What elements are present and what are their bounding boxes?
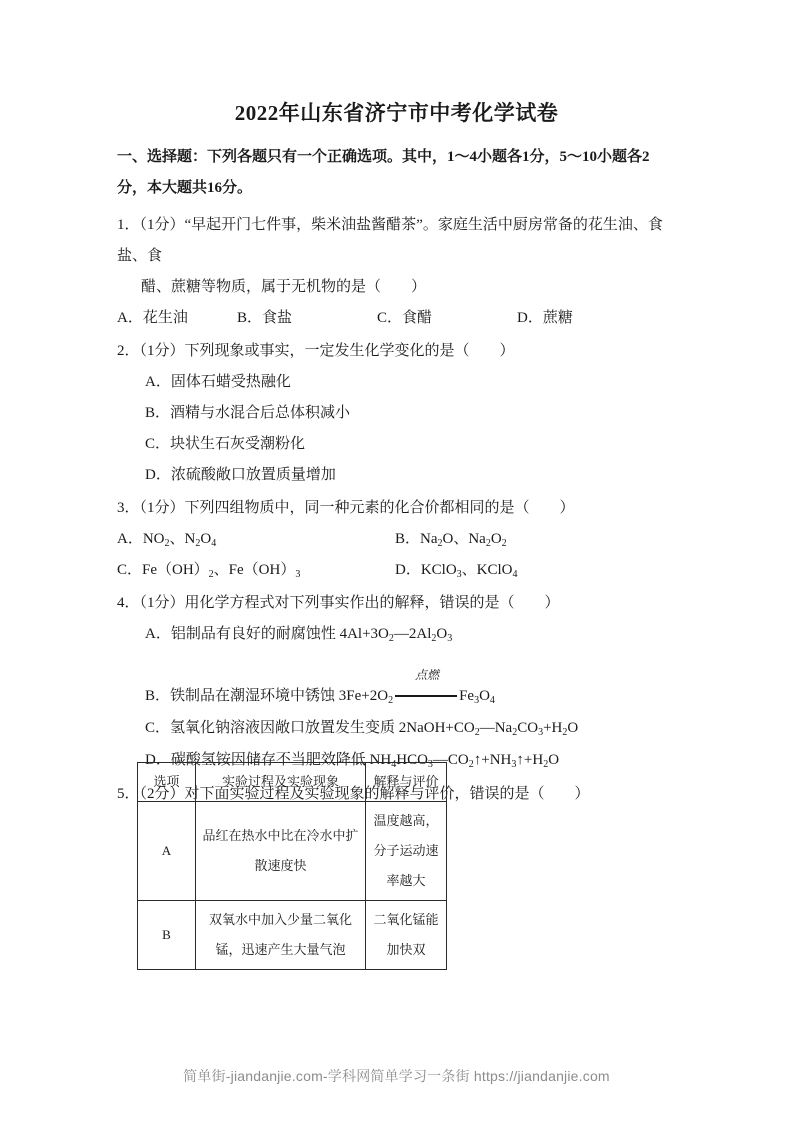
reaction-arrow-bar	[395, 695, 457, 697]
footer-watermark: 简单街-jiandanjie.com-学科网简单学习一条街 https://jiandanjie.com	[183, 1068, 610, 1084]
question-4-option-d[interactable]: D．碳酸氢铵因储存不当肥效降低 $NH_4HCO_3—CO_2↑+NH_3↑+H_2O$	[145, 752, 560, 770]
table-header-row	[138, 763, 447, 802]
question-2-stem: 2．（1分）下列现象或事实，一定发生化学变化的是（ ）	[117, 343, 515, 359]
question-2-option-c[interactable]: C．块状生石灰受潮粉化	[145, 436, 306, 452]
table-row	[138, 901, 447, 970]
question-4-option-c[interactable]: C．氢氧化钠溶液因敞口放置发生变质 $2NaOH+CO_2—Na_2CO_3+H_2O$	[145, 720, 579, 738]
question-1-option-d[interactable]: D．蔗糖	[517, 310, 573, 326]
question-3	[117, 493, 677, 586]
reaction-arrow-icon	[395, 668, 457, 697]
question-4-option-a[interactable]: A．铝制品有良好的耐腐蚀性 $4Al+3O_2—2Al_2O_3$	[145, 626, 453, 644]
question-2-option-d[interactable]: D．浓硫酸敞口放置质量增加	[145, 467, 336, 483]
table-cell-process-b: 双氧水中加入少量二氧化锰，迅速产生大量气泡	[196, 901, 366, 970]
question-1-stem	[117, 210, 677, 303]
question-1-options	[117, 303, 677, 334]
question-1-option-a[interactable]: A．花生油	[117, 310, 188, 326]
reaction-condition-label: 点燃	[415, 668, 440, 682]
table-cell-explanation-b: 二氧化锰能加快双	[366, 901, 447, 970]
question-2-option-a[interactable]: A．固体石蜡受热融化	[145, 374, 291, 390]
question-3-options-row2	[117, 555, 677, 586]
table-cell-option-a: A	[138, 802, 196, 901]
table-cell-explanation-a: 温度越高，分子运动速率越大	[366, 802, 447, 901]
question-1	[117, 210, 677, 334]
question-3-stem: 3．（1分）下列四组物质中，同一种元素的化合价都相同的是（ ）	[117, 500, 575, 516]
question-3-option-b[interactable]: B．$Na_2O$、$Na_2O_2$	[395, 531, 507, 549]
question-3-option-c[interactable]: C．$Fe(OH)_2$、$Fe(OH)_3$	[117, 562, 301, 580]
question-2-option-b[interactable]: B．酒精与水混合后总体积减小	[145, 405, 351, 421]
table-cell-process-a: 品红在热水中比在冷水中扩散速度快	[196, 802, 366, 901]
question-2	[117, 336, 677, 491]
table-header-explanation: 解释与评价	[366, 763, 447, 802]
table-header-process: 实验过程及实验现象	[196, 763, 366, 802]
question-1-stem-line1: 1．（1分）“早起开门七件事，柴米油盐酱醋茶”。家庭生活中厨房常备的花生油、食盐、食	[117, 217, 663, 264]
table-header-option: 选项	[138, 763, 196, 802]
question-1-option-c[interactable]: C．食醋	[377, 310, 433, 326]
question-4-options	[117, 619, 677, 777]
question-4-stem: 4．（1分）用化学方程式对下列事实作出的解释，错误的是（ ）	[117, 595, 560, 611]
experiment-table	[137, 762, 447, 970]
section-heading: 一、选择题：下列各题只有一个正确选项。其中，1～4小题各1分，5～10小题各2分，本大题共16分。	[117, 149, 650, 196]
question-2-options	[117, 367, 677, 491]
question-4-option-b-text: B．铁制品在潮湿环境中锈蚀 $3Fe+2O_2$ 点燃 $Fe_3O_4$	[145, 681, 495, 713]
question-3-option-a[interactable]: A．$NO_2$、$N_2O_4$	[117, 531, 217, 549]
table-row	[138, 802, 447, 901]
question-3-option-d[interactable]: D．KClO$_3$、KClO$_4$	[395, 562, 518, 580]
question-1-option-b[interactable]: B．食盐	[237, 310, 293, 326]
document-body	[117, 142, 677, 812]
question-4	[117, 588, 677, 777]
page-title: 2022年山东省济宁市中考化学试卷	[234, 101, 559, 125]
question-3-options-row1	[117, 524, 677, 555]
table-cell-option-b: B	[138, 901, 196, 970]
question-4-option-b[interactable]	[145, 651, 677, 713]
question-5-stem: 5．（2分）对下面实验过程及实验现象的解释与评价，错误的是（ ）	[117, 786, 590, 802]
question-1-stem-line2: 醋、蔗糖等物质，属于无机物的是（ ）	[141, 279, 427, 295]
